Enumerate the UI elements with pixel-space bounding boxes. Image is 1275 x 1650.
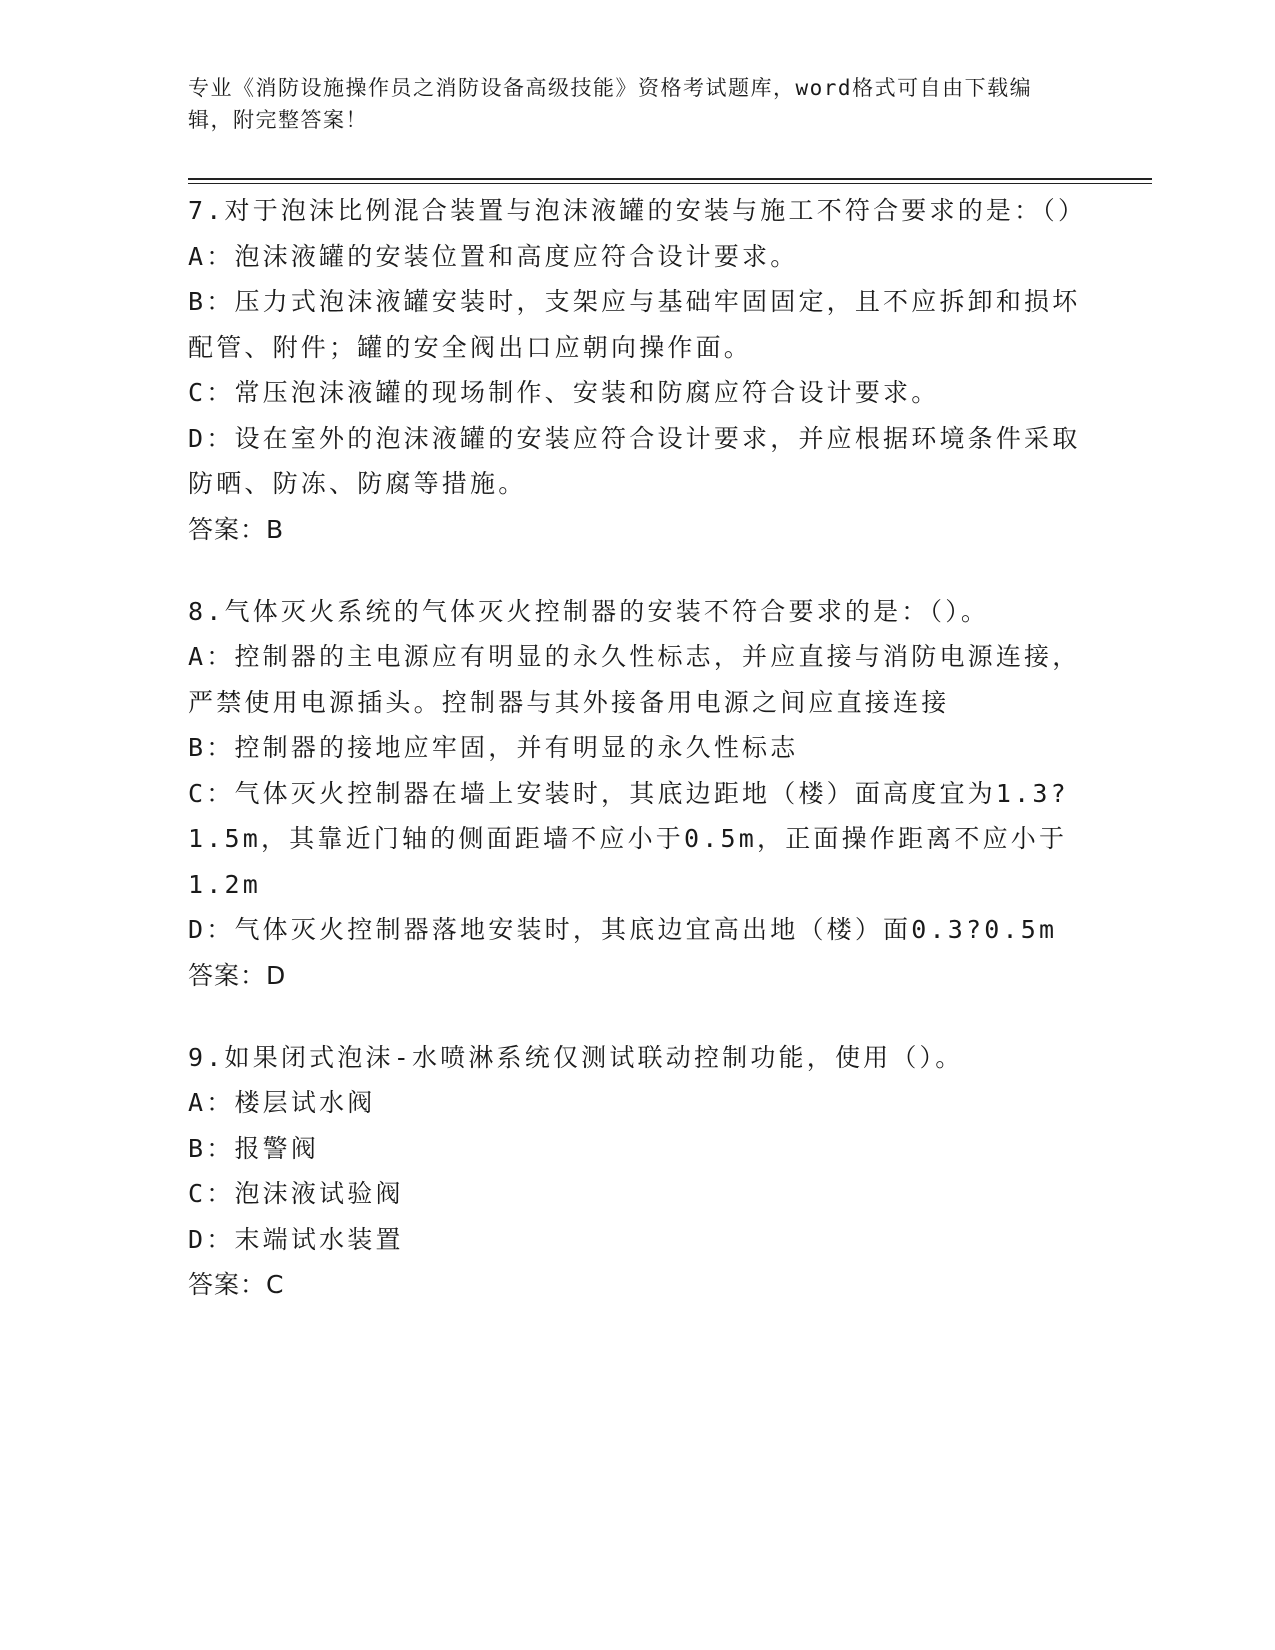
option-a: A：控制器的主电源应有明显的永久性标志，并应直接与消防电源连接，严禁使用电源插头。控制器与其外接备用电源之间应直接连接 (188, 642, 1081, 717)
option-b: B：报警阀 (188, 1133, 320, 1163)
option-b: B：控制器的接地应牢固，并有明显的永久性标志 (188, 733, 799, 762)
option-c: C：常压泡沫液罐的现场制作、安装和防腐应符合设计要求。 (188, 378, 940, 407)
header-divider-thin (188, 183, 1152, 184)
option-d: D：气体灭火控制器落地安装时，其底边宜高出地（楼）面0.3?0.5m (188, 915, 1058, 944)
header-divider (188, 178, 1152, 180)
question-list (188, 188, 1088, 1344)
question-stem: 9.如果闭式泡沫-水喷淋系统仅测试联动控制功能，使用（）。 (188, 1042, 964, 1072)
question-7 (188, 188, 1088, 553)
question-stem: 8.气体灭火系统的气体灭火控制器的安装不符合要求的是：（）。 (188, 596, 990, 626)
option-a: A：泡沫液罐的安装位置和高度应符合设计要求。 (188, 241, 799, 271)
option-a: A：楼层试水阀 (188, 1088, 376, 1117)
answer-label: 答案：D (188, 960, 287, 990)
option-b: B：压力式泡沫液罐安装时，支架应与基础牢固固定，且不应拆卸和损坏配管、附件；罐的安全阀出口应朝向操作面。 (188, 287, 1081, 362)
answer-label: 答案：C (188, 1270, 285, 1299)
question-8 (188, 589, 1088, 999)
document-header: 专业《消防设施操作员之消防设备高级技能》资格考试题库，word格式可自由下载编辑，附完整答案！ (188, 76, 1033, 132)
option-c: C：气体灭火控制器在墙上安装时，其底边距地（楼）面高度宜为1.3?1.5m，其靠近门轴的侧面距墙不应小于0.5m，正面操作距离不应小于1.2m (188, 778, 1069, 899)
question-9 (188, 1035, 1088, 1309)
option-c: C：泡沫液试验阀 (188, 1179, 404, 1208)
option-d: D：设在室外的泡沫液罐的安装应符合设计要求，并应根据环境条件采取防晒、防冻、防腐等措施。 (188, 423, 1081, 498)
question-stem: 7.对于泡沫比例混合装置与泡沫液罐的安装与施工不符合要求的是：（） (188, 196, 1087, 225)
answer-label: 答案：B (188, 514, 285, 544)
option-d: D：末端试水装置 (188, 1224, 404, 1254)
